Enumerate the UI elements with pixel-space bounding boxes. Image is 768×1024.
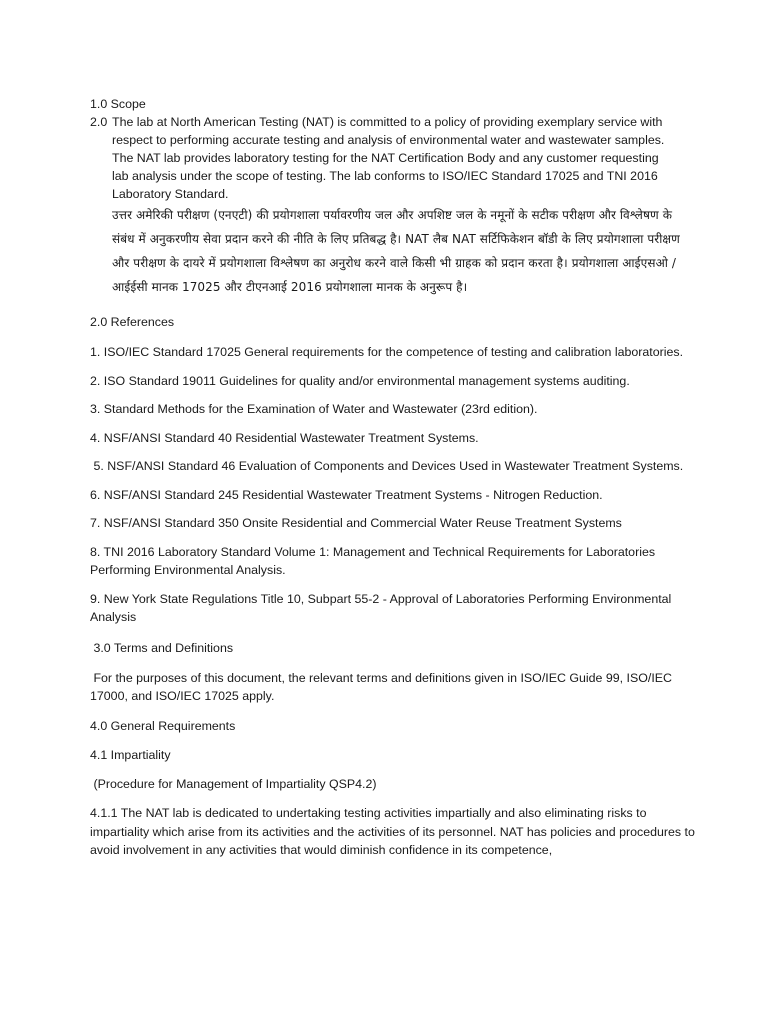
reference-item-7: 7. NSF/ANSI Standard 350 Onsite Residential and Commercial Water Reuse Treatment Systems [90,516,622,530]
terms-text: For the purposes of this document, the relevant terms and definitions given in ISO/IEC Guide 99, ISO/IEC 17000, and ISO/IEC 17025 apply. [90,670,676,703]
reference-item-2: 2. ISO Standard 19011 Guidelines for quality and/or environmental management systems auditing. [90,373,630,388]
reference-item-9: 9. New York State Regulations Title 10, Subpart 55-2 - Approval of Laboratories Performing Environmental Analysis [90,591,672,624]
reference-item-3: 3. Standard Methods for the Examination of Water and Wastewater (23rd edition). [90,402,538,416]
terms-heading: 3.0 Terms and Definitions [90,640,234,655]
reference-item-4: 4. NSF/ANSI Standard 40 Residential Wastewater Treatment Systems. [90,430,479,445]
reference-item-1: 1. ISO/IEC Standard 17025 General requirements for the competence of testing and calibration laboratories. [90,345,684,359]
scope-heading: 1.0 Scope [90,97,146,111]
reference-item-5: 5. NSF/ANSI Standard 46 Evaluation of Components and Devices Used in Wastewater Treatment Systems. [90,459,684,473]
reference-item-6: 6. NSF/ANSI Standard 245 Residential Wastewater Treatment Systems - Nitrogen Reduction. [90,487,603,502]
scope-item-text: The lab at North American Testing (NAT) is committed to a policy of providing exemplary service with respect to performing accurate testing and analysis of environmental water and wastewater samples. The NAT lab provides laboratory testing for the NAT Certification Body and any customer requesting lab analysis under the scope of testing. The lab conforms to ISO/IEC Standard 17025 and TNI 2016 Laboratory Standard. [112,115,665,201]
general-requirements-heading: 4.0 General Requirements [90,718,236,733]
scope-item-number: 2.0 [90,115,108,129]
impartiality-procedure: (Procedure for Management of Impartiality QSP4.2) [90,776,377,791]
impartiality-text: 4.1.1 The NAT lab is dedicated to undertaking testing activities impartially and also eliminating risks to impartiality which arise from its activities and the activities of its personnel. NAT has policies and procedures to avoid involvement in any activities that would diminish confidence in its competence, [90,806,695,857]
references-heading: 2.0 References [90,315,175,329]
reference-item-8: 8. TNI 2016 Laboratory Standard Volume 1: Management and Technical Requirements for Laboratories Performing Environmental Analysis. [90,544,656,577]
scope-item [90,113,698,203]
impartiality-heading: 4.1 Impartiality [90,747,171,762]
scope-hindi-text: उत्तर अमेरिकी परीक्षण (एनएटी) की प्रयोगशाला पर्यावरणीय जल और अपशिष्ट जल के नमूनों के सटीक परीक्षण और विश्लेषण के संबंध में अनुकरणीय सेवा प्रदान करने की नीति के लिए प्रतिबद्ध है। NAT लैब NAT सर्टिफिकेशन बॉडी के लिए प्रयोगशाला परीक्षण और परीक्षण के दायरे में प्रयोगशाला विश्लेषण का अनुरोध करने वाले किसी भी ग्राहक को प्रदान करता है। प्रयोगशाला आईएसओ / आईईसी मानक 17025 और टीएनआई 2016 प्रयोगशाला मानक के अनुरूप है। [112,208,680,294]
